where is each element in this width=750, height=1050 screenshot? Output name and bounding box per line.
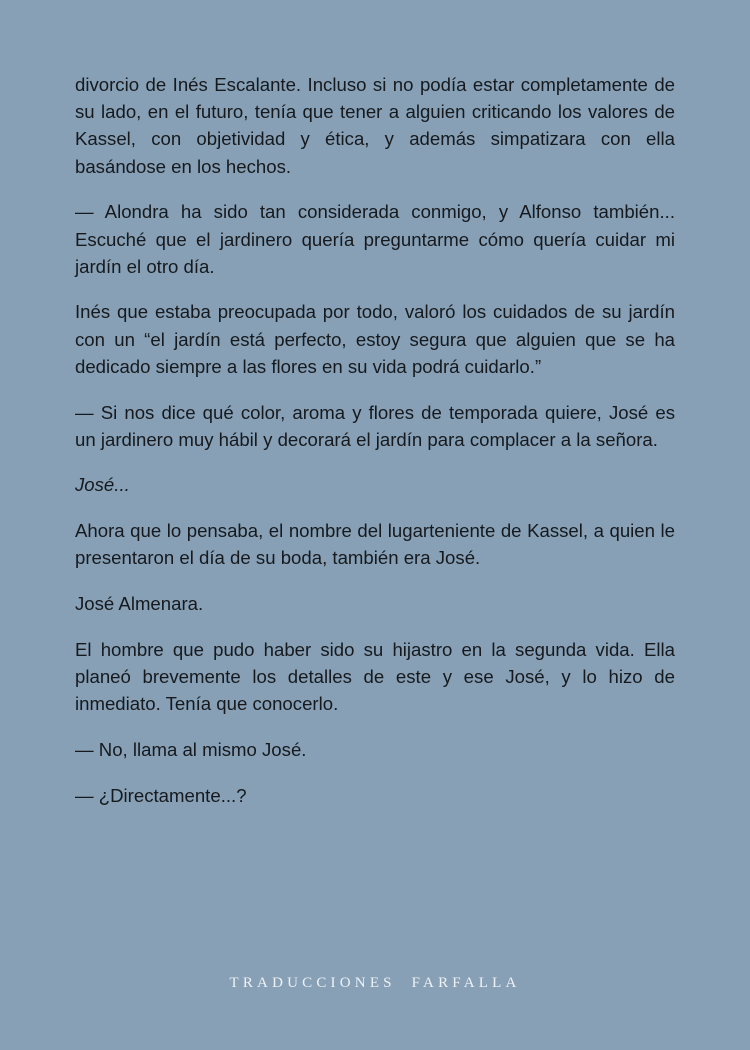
paragraph: El hombre que pudo haber sido su hijastro en la segunda vida. Ella planeó brevemente los detalles de este y ese José, y lo hizo de inmediato. Tenía que conocerlo.: [75, 638, 675, 715]
page-body: [75, 71, 675, 827]
paragraph: Inés que estaba preocupada por todo, valoró los cuidados de su jardín con un “el jardín está perfecto, estoy segura que alguien que se ha dedicado siempre a las flores en su vida podrá cuidarlo.”: [75, 301, 675, 377]
paragraph: Ahora que lo pensaba, el nombre del lugarteniente de Kassel, a quien le presentaron el día de su boda, también era José.: [75, 520, 675, 569]
paragraph: José Almenara.: [75, 593, 204, 615]
paragraph-italic: José...: [75, 474, 130, 496]
paragraph: divorcio de Inés Escalante. Incluso si no podía estar completamente de su lado, en el futuro, tenía que tener a alguien criticando los valores de Kassel, con objetividad y ética, y además simpatizara con ella basándose en los hechos.: [75, 74, 675, 177]
paragraph: — Alondra ha sido tan considerada conmigo, y Alfonso también... Escuché que el jardinero quería preguntarme cómo quería cuidar mi jardín el otro día.: [75, 201, 675, 277]
footer-credit: TRADUCCIONES FARFALLA: [229, 975, 521, 991]
paragraph: — ¿Directamente...?: [75, 784, 247, 806]
paragraph: — Si nos dice qué color, aroma y flores de temporada quiere, José es un jardinero muy hábil y decorará el jardín para complacer a la señora.: [75, 401, 675, 450]
paragraph: — No, llama al mismo José.: [75, 738, 307, 760]
